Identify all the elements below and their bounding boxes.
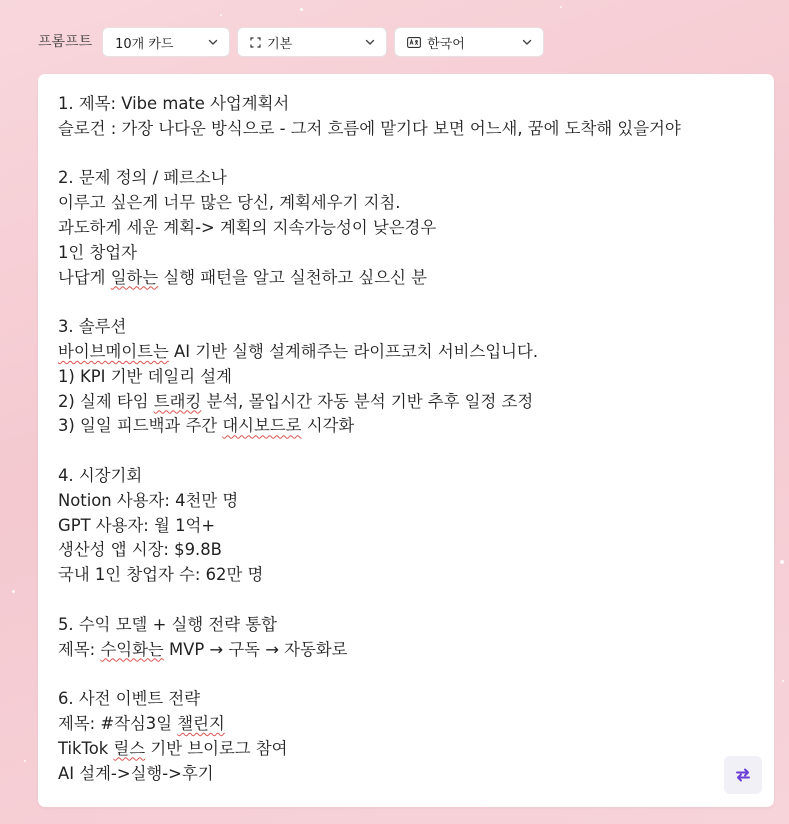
section-2-line-3: 1인 창업자 (58, 242, 137, 262)
text-segment: 기반 브이로그 참여 (145, 738, 288, 758)
section-6-line-1 (58, 712, 748, 737)
section-2-line-4 (58, 266, 748, 291)
sparkle-decoration (782, 680, 784, 682)
spellcheck-word[interactable]: 일하는 (110, 267, 159, 287)
prompt-label: 프롬프트 (38, 34, 93, 50)
chevron-down-icon (364, 36, 376, 48)
section-4-line-2: GPT 사용자: 월 1억+ (58, 515, 216, 535)
style-value: 기본 (267, 36, 293, 52)
language-value: 한국어 (427, 36, 465, 52)
section-3-line-2: 1) KPI 기반 데일리 설계 (58, 366, 232, 386)
section-6-title: 6. 사전 이벤트 전략 (58, 689, 201, 709)
text-segment: AI 기반 실행 설계해주는 라이프코치 서비스입니다. (168, 341, 539, 361)
text-segment: 3) 일일 피드백과 주간 (58, 416, 223, 436)
sparkle-decoration (220, 14, 222, 16)
section-1-slogan: 슬로건 : 가장 나다운 방식으로 - 그저 흐름에 맡기다 보면 어느새, 꿈에 도착해 있을거야 (58, 118, 681, 138)
text-segment: 분석, 몰입시간 자동 분석 기반 추후 일정 조정 (201, 391, 534, 411)
section-4-line-1: Notion 사용자: 4천만 명 (58, 490, 239, 510)
blank-line (58, 142, 748, 167)
swap-arrows-icon (734, 766, 752, 784)
regenerate-button[interactable] (724, 756, 762, 794)
card-count-dropdown[interactable] (102, 27, 230, 57)
spellcheck-word[interactable]: 대시보드로 (222, 416, 302, 436)
sparkle-decoration (560, 6, 562, 8)
chevron-down-icon (207, 36, 219, 48)
section-2-line-2: 과도하게 세운 계획-> 계획의 지속가능성이 낮은경우 (58, 217, 437, 237)
section-4-line-4: 국내 1인 창업자 수: 62만 명 (58, 565, 264, 585)
prompt-toolbar (38, 26, 551, 58)
section-4-title: 4. 시장기회 (58, 465, 143, 485)
expand-icon (250, 37, 261, 48)
sparkle-decoration (24, 760, 26, 762)
section-2-title: 2. 문제 정의 / 페르소나 (58, 168, 227, 188)
text-segment: 제목: #작심3일 (58, 713, 178, 733)
section-5-line-1 (58, 638, 748, 663)
section-6-line-3: AI 설계->실행->후기 (58, 763, 214, 783)
spellcheck-word[interactable]: 트래킹 (153, 391, 202, 411)
style-dropdown[interactable] (237, 27, 387, 57)
section-3-line-1 (58, 340, 748, 365)
text-segment: 실행 패턴을 알고 실천하고 싶으신 분 (158, 267, 427, 287)
sparkle-decoration (300, 8, 303, 11)
prompt-text[interactable] (58, 92, 748, 786)
section-3-line-4 (58, 414, 748, 439)
card-count-value: 10개 카드 (115, 36, 174, 52)
spellcheck-word[interactable]: 릴스 (113, 738, 146, 758)
chevron-down-icon (521, 36, 533, 48)
sparkle-decoration (780, 560, 784, 564)
language-dropdown[interactable] (394, 27, 544, 57)
translate-icon (407, 37, 421, 48)
blank-line (58, 290, 748, 315)
text-segment: 나답게 (58, 267, 111, 287)
section-5-title: 5. 수익 모델 + 실행 전략 통합 (58, 614, 277, 634)
blank-line (58, 662, 748, 687)
text-segment: MVP → 구독 → 자동화로 (163, 639, 348, 659)
spellcheck-word[interactable]: 바이브메이트는 (58, 341, 169, 361)
prompt-editor-panel[interactable] (38, 74, 774, 807)
section-4-line-3: 생산성 앱 시장: $9.8B (58, 540, 222, 560)
blank-line (58, 439, 748, 464)
text-segment: TikTok (58, 738, 114, 758)
section-3-title: 3. 솔루션 (58, 317, 127, 337)
section-2-line-1: 이루고 싶은게 너무 많은 당신, 계획세우기 지침. (58, 193, 401, 213)
text-segment: 2) 실제 타임 (58, 391, 154, 411)
spellcheck-word[interactable]: 챌린지 (177, 713, 225, 733)
section-3-line-3 (58, 390, 748, 415)
text-segment: 시각화 (301, 416, 355, 436)
sparkle-decoration (12, 590, 15, 593)
spellcheck-word[interactable]: 수익화는 (100, 639, 164, 659)
blank-line (58, 588, 748, 613)
section-6-line-2 (58, 737, 748, 762)
text-segment: 제목: (58, 639, 101, 659)
section-1-title: 1. 제목: Vibe mate 사업계획서 (58, 94, 290, 113)
